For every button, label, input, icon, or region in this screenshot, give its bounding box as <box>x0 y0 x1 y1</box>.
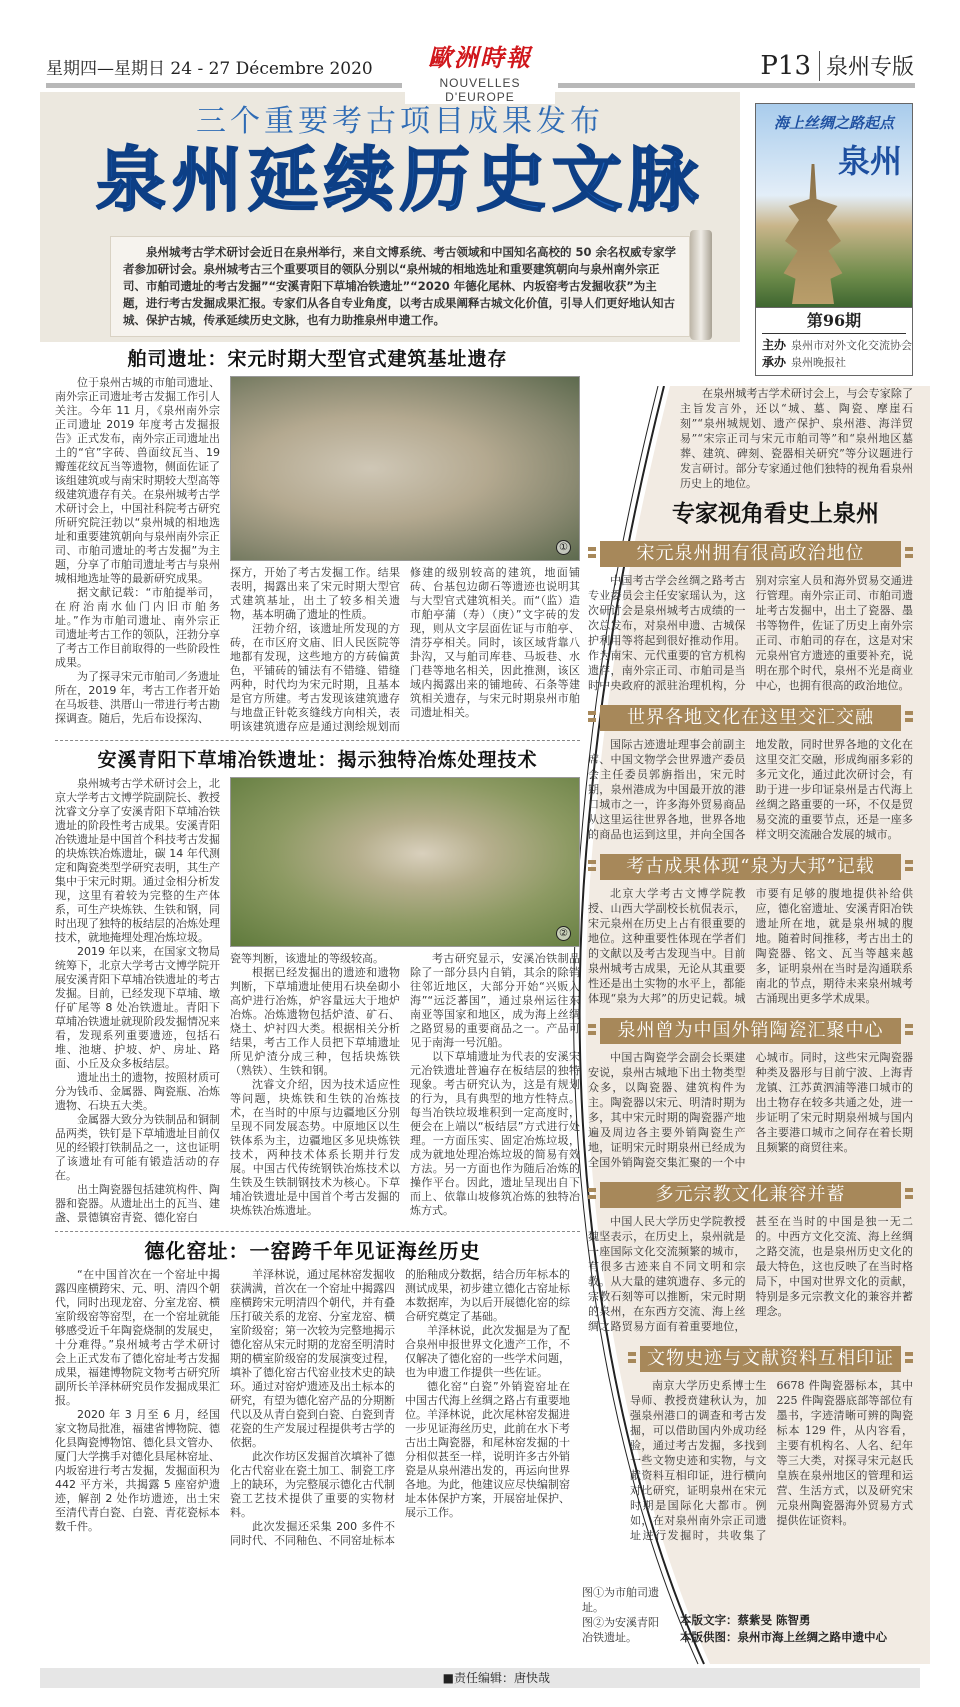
article1-cols <box>230 566 580 734</box>
paragraph: 羊泽林说，此次发掘是为了配合泉州申报世界文化遗产工作，不仅解决了德化窑的一些学术问题，也为申遗工作提供一些佐证。 <box>405 1324 570 1379</box>
section-text <box>630 1378 913 1543</box>
paragraph: 考古研究显示，安溪冶铁制品除了一部分县内自销，其余的除销往邻近地区，大部分开始“兴贩入海”“远泛蕃国”，通过泉州运往东南亚等国家和地区，成为海上丝绸之路贸易的重要商品之一。产品可见于南海一号沉船。 <box>410 952 580 1049</box>
pagoda-image <box>778 164 848 304</box>
column-banner <box>755 103 913 308</box>
issue-date: 星期四—星期日 24 - 27 Décembre 2020 <box>46 59 373 79</box>
photo-number: ① <box>556 540 571 555</box>
section-heading: 泉州曾为中国外销陶瓷汇聚中心 <box>600 1018 901 1044</box>
paragraph: 中国古陶瓷学会副会长栗建安说，泉州古城地下出土物类型众多，以陶瓷器、建筑构件为主。陶瓷器以宋元、明清时期为多，其中宋元时期的陶瓷器产地遍及周边各主要外销陶瓷生产地，证明宋元时期泉州已经成为全国外销陶瓷交集汇聚的一个中心城市。同时，这些宋元陶瓷器种类及器形与目前宁波、上海青龙镇、江苏黄泗浦等港口城市的出土物存在较多共通之处，进一步证明了宋元时期泉州城与国内各主要港口城市之间存在着长期且频繁的商贸往来。 <box>588 1051 913 1169</box>
organizer: 泉州市对外文化交流协会 <box>791 339 913 352</box>
text-credit: 本版文字：蔡紫旻 陈智勇 <box>680 1613 811 1627</box>
article2-col1 <box>55 777 220 1225</box>
experts-intro <box>680 386 913 491</box>
paragraph: 遗址出土的遗物，按照材质可分为钱币、金属器、陶瓷瓶、冶炼遗物、石块五大类。 <box>55 1071 220 1112</box>
banner-slogan: 海上丝绸之路起点 <box>773 114 894 132</box>
photo-number: ② <box>556 926 571 941</box>
photo-credit: 本版供图：泉州市海上丝绸之路申遗中心 <box>680 1630 887 1644</box>
paragraph: 位于泉州古城的市舶司遗址、南外宗正司遗址考古发掘工作引人关注。今年 11 月，《泉州南外宗正司遗址 2019 年度考古发掘报告》正式发布，南外宗正司遗址出土的“官”字砖、兽面纹瓦当、19 瓣莲花纹瓦当等遗物，侧面佐证了该组建筑或与南宋时期较大型高等级建筑遗存有关。在泉州城考古学术研讨会上，中国社科院考古研究所研究院汪勃以“泉州城的相地选址和重要建筑朝向与泉州南外宗正司、市舶司遗址的考古发掘”为主题，分享了市舶司遗址考古与泉州城相地选址等的最新研究成果。 <box>55 376 220 585</box>
article1-title: 舶司遗址：宋元时期大型官式建筑基址遗存 <box>127 348 508 370</box>
paragraph: 沈睿文介绍，因为技术适应性等问题，块炼铁和生铁的冶炼技术，在当时的中原与边疆地区分别呈现不同发展态势。中原地区以生铁体系为主，边疆地区多见块炼铁技术，两种技术体系长期并行发展。中国古代传统钢铁冶炼技术以生铁及生铁制钢技术为核心。下草埔冶铁遗址是中国首个考古发掘的块炼铁冶炼遗址。 <box>230 1078 400 1217</box>
section-heading: 宋元泉州拥有很高政治地位 <box>600 541 901 567</box>
article3-body <box>55 1268 570 1548</box>
banner-info <box>755 308 913 376</box>
article3-title: 德化窑址：一窑跨千年见证海丝历史 <box>144 1239 481 1263</box>
divider <box>55 1231 580 1232</box>
lead-paragraph: 泉州城考古学术研讨会近日在泉州举行，来自文博系统、考古领域和中国知名高校的 50 余名权威专家学者参加研讨会。泉州城考古三个重要项目的领队分别以“泉州城的相地选址和重要建筑朝向与泉州南外宗正司、市舶司遗址的考古发掘”“安溪青阳下草埔冶铁遗址”“2020 年德化尾林、内坂窑考古发掘收获”为主题，进行考古发掘成果汇报。专家们从各自专业角度，以考古成果阐释古城文化价值，引导人们更好地认知古城、保护古城，传承延续历史文脉，也有力助推泉州申遗工作。 <box>110 236 690 337</box>
paragraph: 以下草埔遗址为代表的安溪宋元冶铁遗址普遍存在板结层的独特现象。考古研究认为，这是有规划的行为，具有典型的地方性特点。每当冶铁垃圾堆积到一定高度时，便会在上端以“板结层”方式进行处理。一方面压实、固定冶炼垃圾，成为就地处理冶炼垃圾的简易有效方法。另一方面也作为随后冶炼的操作平台。因此，遗址呈现出自下而上、依靠山坡修筑冶炼的独特冶炼方式。 <box>410 1050 580 1217</box>
undertaker: 泉州晚报社 <box>791 356 847 369</box>
article2-cols <box>230 952 580 1218</box>
paragraph: 据文献记载：“市舶提举司，在府治南水仙门内旧市舶务址。”作为市舶司遗址、南外宗正司遗址考古工作的领队，汪勃分享了考古工作目前取得的一些阶段性成果。 <box>55 586 220 669</box>
paragraph: 在泉州城考古学术研讨会上，与会专家除了主旨发言外，还以“城、墓、陶瓷、摩崖石刻”“泉州城规划、遗产保护、泉州港、海洋贸易”“宋宗正司与宋元市舶司等”和“泉州地区墓葬、建筑、碑刻、瓷器相关研究”等分议题进行发言研讨。部分专家通过他们独特的视角看泉州历史上的地位。 <box>680 387 913 490</box>
article-2 <box>55 747 580 1225</box>
scroll-decoration <box>690 230 712 340</box>
issue-number: 第96期 <box>762 311 906 334</box>
photo-shipping-office-site <box>230 376 580 561</box>
header-rule <box>46 83 402 88</box>
paragraph: 德化窑“白瓷”外销瓷窑址在中国古代海上丝绸之路占有重要地位。羊泽林说，此次尾林窑发掘进一步见证海丝历史，此前在水下考古出土陶瓷器，和尾林窑发掘的十分相似甚至一样，说明许多古外销瓷是从泉州港出发的，再运向世界各地。为此，他建议应尽快编制窑址本体保护方案，开展窑址保护、展示工作。 <box>405 1380 570 1519</box>
caption-1: 图①为市舶司遗址。 <box>582 1586 659 1614</box>
organizer-label: 主办 <box>762 338 787 352</box>
paragraph: 金属器大致分为铁制品和铜制品两类，铁钉是下草埔遗址目前仅见的经锻打铁制品之一，这也证明了该遗址有可能有锻造活动的存在。 <box>55 1113 220 1182</box>
experts-title: 专家视角看史上泉州 <box>672 501 879 527</box>
logo-french: NOUVELLES D'EUROPE <box>405 76 555 104</box>
article-1 <box>55 346 580 734</box>
divider <box>55 740 580 741</box>
section-text <box>588 1050 913 1170</box>
paragraph: 中国人民大学历史学院教授魏坚表示，在历史上，泉州就是一座国际文化交流频繁的城市，有很多古迹来自不同文明和宗教。从大量的建筑遗存、多元的宗教石刻等可以推断，宋元时期的泉州，在东西方交流、海上丝绸之路贸易方面有着重要地位，甚至在当时的中国是独一无二的。中西方文化交流、海上丝绸之路交流，也是泉州历史文化的最大特色，这也反映了在当时格局下，中国对世界文化的贡献，特别是多元宗教文化的兼容并蓄理念。 <box>588 1215 913 1333</box>
headline-kicker: 三个重要考古项目成果发布 <box>196 104 604 139</box>
expert-panel <box>588 386 913 1543</box>
page-label: P13 <box>760 51 820 81</box>
paragraph: 汪勃介绍，该遗址所发现的方砖，在市区府文庙、旧人民医院等地都有发现，这些地方的方砖偏黄色，平铺砖的铺法有不错缝、错缝两种，时代均为宋元时期，且基本是官方所建。考古发现该建筑遗存与地盘正针乾亥缝线方向相关，表明该建筑遗存应是通过测绘规划而修建的级别较高的建筑，地面铺砖、台基包边砌石等遗迹也说明其与大型官式建筑相关。而“（监）造市舶亭蒲（寿）（庚）”文字砖的发现，则从文字层面佐证与市舶亭、清芬亭相关。同时，该区域背靠八卦沟，又与舶司库巷、马坂巷、水门巷等地名相关，因此推测，该区域内揭露出来的铺地砖、石条等建筑相关遗存，与宋元时期泉州市舶司遗址相关。 <box>230 566 580 733</box>
section-heading: 文物史迹与文献资料互相印证 <box>640 1346 901 1372</box>
article2-title: 安溪青阳下草埔冶铁遗址：揭示独特冶炼处理技术 <box>97 749 538 771</box>
paragraph: 2020 年 3 月至 6 月，经国家文物局批准，福建省博物院、德化县陶瓷博物馆、德化县文管办、厦门大学携手对德化县尾林窑址、内坂窑进行考古发掘，发掘面积为 442 平方米，共揭露 5 座窑炉遗迹，解剖 2 处作坊遗迹，出土宋至清代青白瓷、白瓷、青花瓷标本数千件。 <box>55 1408 220 1533</box>
paragraph: 此次作坊区发掘首次填补了德化古代窑业在瓷土加工、制瓷工序上的缺环，为完整展示德化古代制瓷工艺技术提供了重要的实物材料。 <box>230 1450 395 1519</box>
paragraph: “在中国首次在一个窑址中揭露四座横跨宋、元、明、清四个朝代，同时出现龙窑、分室龙窑、横室阶级窑等窑型，在一个窑址就能够感受近千年陶瓷烧制的发展史，十分难得。”泉州城考古学术研讨会上正式发布了德化窑址考古发掘成果，福建博物院文物考古研究所副所长羊泽林研究员作发掘成果汇报。 <box>55 1268 220 1407</box>
section-label: 泉州专版 <box>825 55 914 80</box>
section-heading: 多元宗教文化兼容并蓄 <box>600 1182 901 1208</box>
left-articles <box>55 346 580 1548</box>
section-text <box>588 1214 913 1334</box>
paragraph: 为了探寻宋元市舶司／务遗址所在，2019 年，考古工作者开始在马坂巷、洪厝山一带进行考古勘探调查。随后，先后布设探沟、 <box>55 670 220 725</box>
section-heading: 考古成果体现“泉为大邦”记载 <box>600 854 901 880</box>
section-text <box>588 573 913 693</box>
undertaker-label: 承办 <box>762 355 787 369</box>
paragraph: 北京大学考古文博学院教授、山西大学副校长杭侃表示，宋元泉州在历史上占有很重要的地位。这种重要性体现在学者们的文献以及考古发现当中。目前泉州城考古成果，无论从其重要性还是出土实物的水平上，都能体现“泉为大邦”的历史记载。城市要有足够的腹地提供补给供应，德化窑遗址、安溪青阳冶铁遗址所在地，就是泉州城的腹地。随着时间推移，考古出土的陶瓷器、铭文、瓦当等越来越多，证明泉州在当时是沟通联系南北的节点，期待未来泉州城考古涌现出更多学术成果。 <box>588 887 913 1005</box>
paragraph: 羊泽林说，通过尾林窑发掘收获满满，首次在一个窑址中揭露四座横跨宋元明清四个朝代，并有叠压打破关系的龙窑、分室龙窑、横室阶级窑；第一次较为完整地揭示德化窑从宋元时期的龙窑至明清时期的横室阶级窑的发展演变过程，填补了德化窑古代窑业技术史的缺环。通过对窑炉遗迹及出土标本的研究，有望为德化窑产品的分期断代以及从青白瓷到白瓷、白瓷到青花瓷的生产发展过程提供考古学的依据。 <box>230 1268 395 1449</box>
section-text <box>588 737 913 842</box>
logo-chinese: 歐洲時報 <box>428 43 532 72</box>
footer-editor: ■责任编辑：唐快哉 <box>40 1668 920 1688</box>
banner-city: 泉州 <box>837 142 902 180</box>
paragraph: 泉州城考古学术研讨会上，北京大学考古文博学院副院长、教授沈睿文分享了安溪青阳下草埔冶铁遗址的阶段性考古成果。安溪青阳冶铁遗址是中国首个科技考古发掘的块炼铁冶炼遗址，碳 14 年代测定和陶瓷类型学研究表明，其生产集中于宋元时期。通过金相分析发现，这里有着较为完整的生产体系，可生产块炼铁、生铁和钢，同时出现了独特的板结层的冶炼处理技术，就地掩埋处理冶炼垃圾。 <box>55 777 220 944</box>
paragraph: 瓷等判断，该遗址的等级较高。 <box>230 952 384 965</box>
paragraph: 国际古迹遗址理事会前副主席、中国文物学会世界遗产委员会主任委员郭旃指出，宋元时期，泉州港成为中国最开放的港口城市之一，许多海外贸易商品从这里运往世界各地，世界各地的商品也运到这里，并向全国各地发散，同时世界各地的文化在这里交汇交融，形成绚丽多彩的多元文化，通过此次研讨会，有助于进一步印证泉州是古代海上丝绸之路重要的一环，不仅是贸易交流的重要节点，还是一座多样文明交流融合发展的城市。 <box>588 738 913 841</box>
paragraph: 探方，开始了考古发掘工作。结果表明，揭露出来了宋元时期大型官式建筑基址，出土了较多相关遗物，基本明确了遗址的性质。 <box>230 566 400 621</box>
caption-2: 图②为安溪青阳冶铁遗址。 <box>582 1616 659 1644</box>
paragraph: 根据已经发掘出的遗迹和遗物判断，下草埔遗址使用石块垒砌小高炉进行冶炼，炉容量远大于地炉冶炼。冶炼遗物包括炉渣、矿石、烧土、炉衬四大类。根据相关分析结果，考古工作人员把下草埔遗址所见炉渣分成三种，包括块炼铁（熟铁）、生铁和钢。 <box>230 966 400 1077</box>
article1-col1 <box>55 376 220 734</box>
photo-iron-smelting-site <box>230 777 580 947</box>
header-rule <box>558 83 915 88</box>
article-3 <box>55 1238 570 1548</box>
paragraph: 中国考古学会丝绸之路考古专业委员会主任安家瑶认为，这次研讨会是泉州城考古成绩的一次总发布，对泉州申遗、古城保护利用等将起到很好推动作用。作为南宋、元代重要的官方机构遗存，南外宗正司、市舶司是当时中央政府的派驻治理机构，分别对宗室人员和海外贸易交通进行管理。南外宗正司、市舶司遗址考古发掘中，出土了瓷器、墨书等物件，佐证了历史上南外宗正司、市舶司的存在，这是对宋元泉州官方遗迹的重要补充，说明在那个时代，泉州不光是商业中心，也拥有很高的政治地位。 <box>588 574 913 692</box>
section-heading: 世界各地文化在这里交汇交融 <box>600 705 901 731</box>
paragraph: 出土陶瓷器包括建筑构件、陶器和瓷器。从遗址出土的瓦当、建盏、景德镇窑青瓷、德化窑白 <box>55 1183 220 1224</box>
photo-captions <box>582 1585 662 1645</box>
headline-title: 泉州延续历史文脉 <box>96 139 704 221</box>
credits <box>680 1612 920 1646</box>
paragraph: 此次发掘还采集 200 多件不同时代、不同釉色、不同窑址标本的胎釉成分数据，结合历年标本的测试成果，初步建立德化古窑址标本数据库，为以后开展德化窑的综合研究奠定了基础。 <box>230 1268 570 1547</box>
page-number <box>760 50 914 81</box>
section-text <box>588 886 913 1006</box>
paragraph: 南京大学历史系博士生导师、教授贲建秋认为，加强泉州港口的调查和考古发掘，可以借助国内外成功经验，通过考古发掘，多找到一些文物史迹和实物，与文献资料互相印证，进行横向对比研究，证明泉州在宋元时期是国际化大都市。例如，在对泉州南外宗正司遗址进行发掘时，共收集了 6678 件陶瓷器标本，其中 225 件陶瓷器底部等部位有墨书，字迹清晰可辨的陶瓷标本 129 件，从内容看，主要有机构名、人名、纪年等三大类，对探寻宋元赵氏皇族在泉州地区的管理和运营、生活方式，以及研究宋元泉州陶瓷器海外贸易方式提供佐证资料。 <box>630 1379 913 1542</box>
paragraph: 2019 年以来，在国家文物局统筹下，北京大学考古文博学院开展安溪青阳下草埔冶铁遗址的考古发掘。目前，已经发现下草埔、墩仔矿尾等 8 处冶铁遗址。青阳下草埔冶铁遗址就现阶段发掘情况来看，发现系列重要遗迹，包括石堆、池塘、护坡、炉、房址、路面、小丘及众多板结层。 <box>55 945 220 1070</box>
